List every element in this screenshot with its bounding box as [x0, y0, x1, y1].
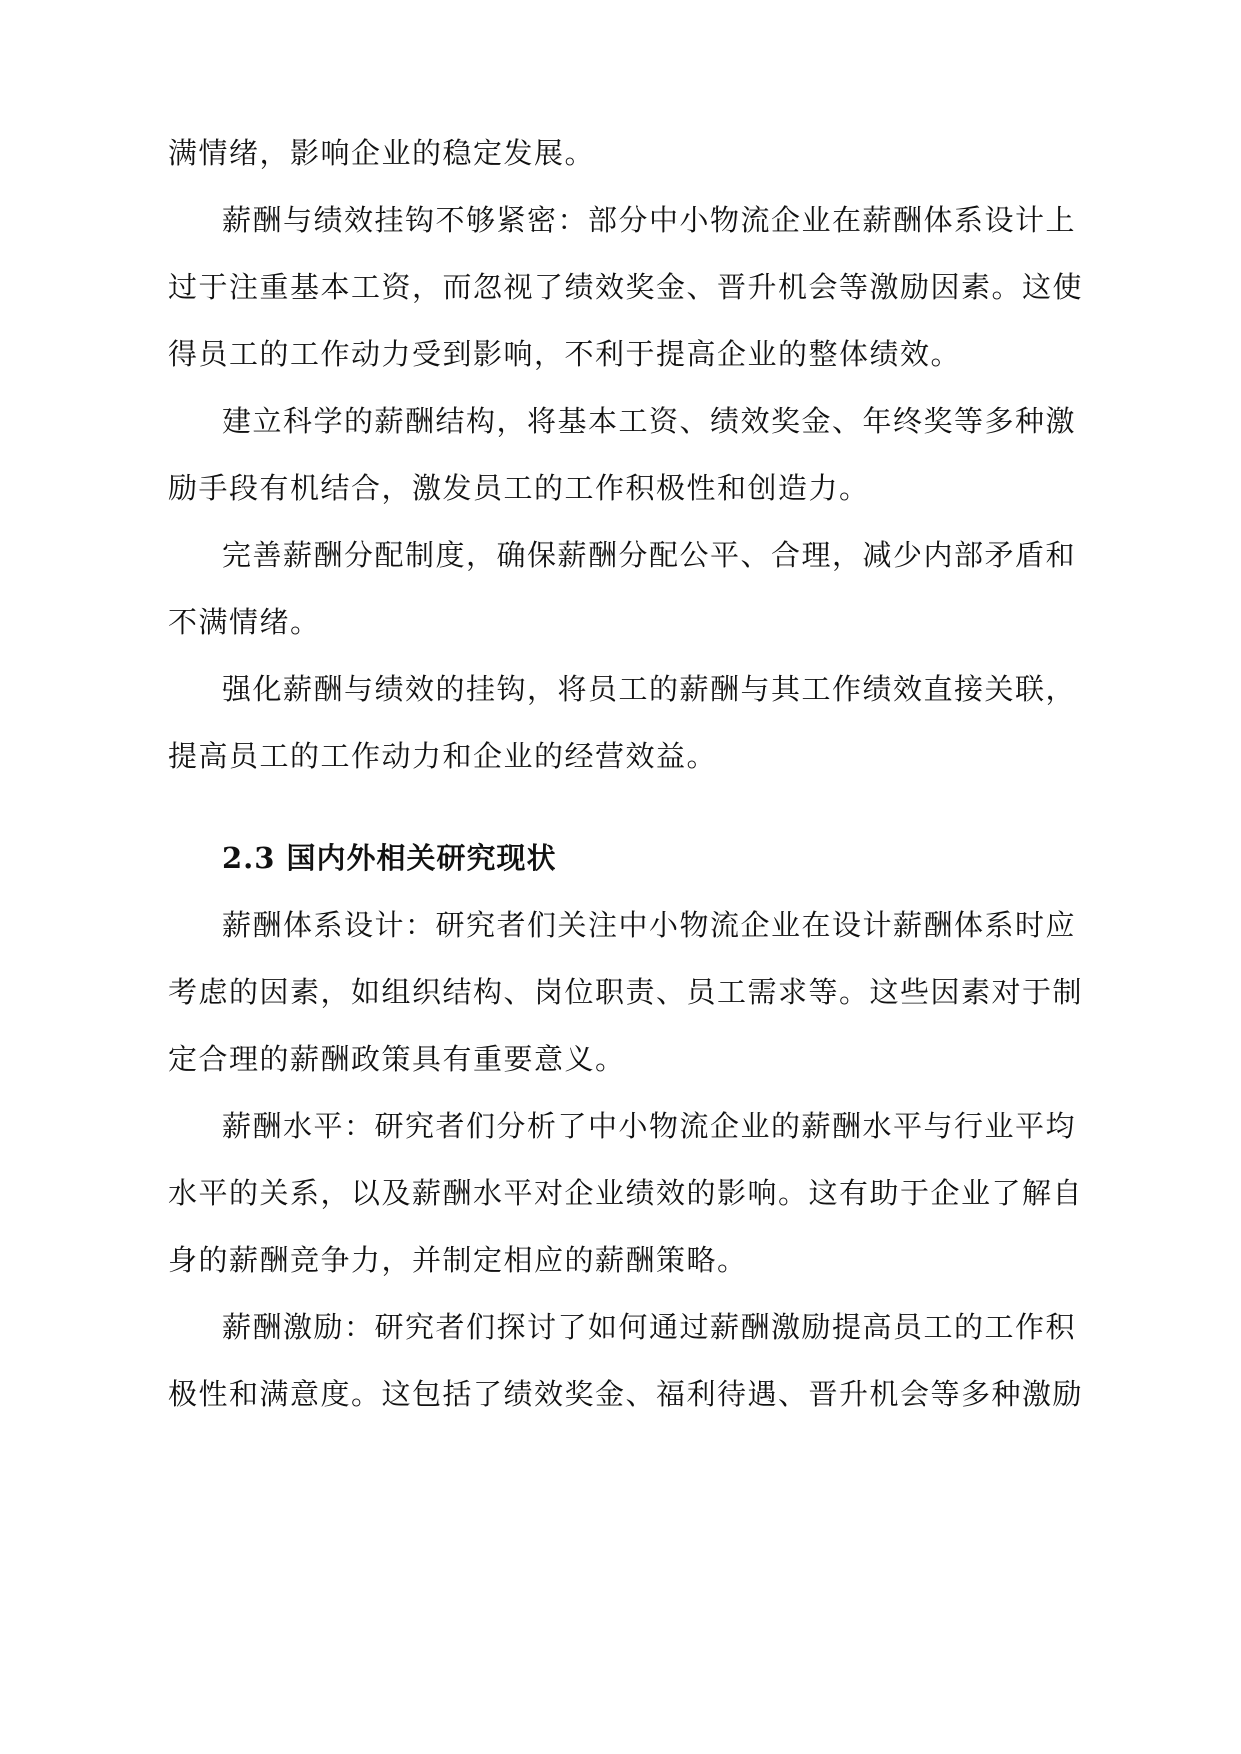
- paragraph-line: 薪酬体系设计：研究者们关注中小物流企业在设计薪酬体系时应: [222, 908, 1077, 942]
- paragraph-line: 薪酬水平：研究者们分析了中小物流企业的薪酬水平与行业平均: [222, 1109, 1077, 1143]
- paragraph-line: 提高员工的工作动力和企业的经营效益。: [168, 739, 718, 773]
- paragraph-line: 励手段有机结合，激发员工的工作积极性和创造力。: [168, 471, 870, 505]
- paragraph-line: 得员工的工作动力受到影响，不利于提高企业的整体绩效。: [168, 337, 962, 371]
- section-heading: 2.3 国内外相关研究现状: [222, 841, 557, 875]
- paragraph-line: 极性和满意度。这包括了绩效奖金、福利待遇、晋升机会等多种激励: [168, 1377, 1084, 1411]
- paragraph-line: 满情绪，影响企业的稳定发展。: [168, 136, 596, 170]
- paragraph-line: 考虑的因素，如组织结构、岗位职责、员工需求等。这些因素对于制: [168, 975, 1084, 1009]
- paragraph-line: 不满情绪。: [168, 605, 321, 639]
- paragraph-line: 建立科学的薪酬结构，将基本工资、绩效奖金、年终奖等多种激: [222, 404, 1077, 438]
- paragraph-line: 强化薪酬与绩效的挂钩，将员工的薪酬与其工作绩效直接关联，: [222, 672, 1077, 706]
- paragraph-line: 过于注重基本工资，而忽视了绩效奖金、晋升机会等激励因素。这使: [168, 270, 1084, 304]
- paragraph-line: 薪酬与绩效挂钩不够紧密：部分中小物流企业在薪酬体系设计上: [222, 203, 1077, 237]
- paragraph-line: 水平的关系，以及薪酬水平对企业绩效的影响。这有助于企业了解自: [168, 1176, 1084, 1210]
- paragraph-line: 完善薪酬分配制度，确保薪酬分配公平、合理，减少内部矛盾和: [222, 538, 1077, 572]
- paragraph-line: 薪酬激励：研究者们探讨了如何通过薪酬激励提高员工的工作积: [222, 1310, 1077, 1344]
- paragraph-line: 身的薪酬竞争力，并制定相应的薪酬策略。: [168, 1243, 748, 1277]
- paragraph-line: 定合理的薪酬政策具有重要意义。: [168, 1042, 626, 1076]
